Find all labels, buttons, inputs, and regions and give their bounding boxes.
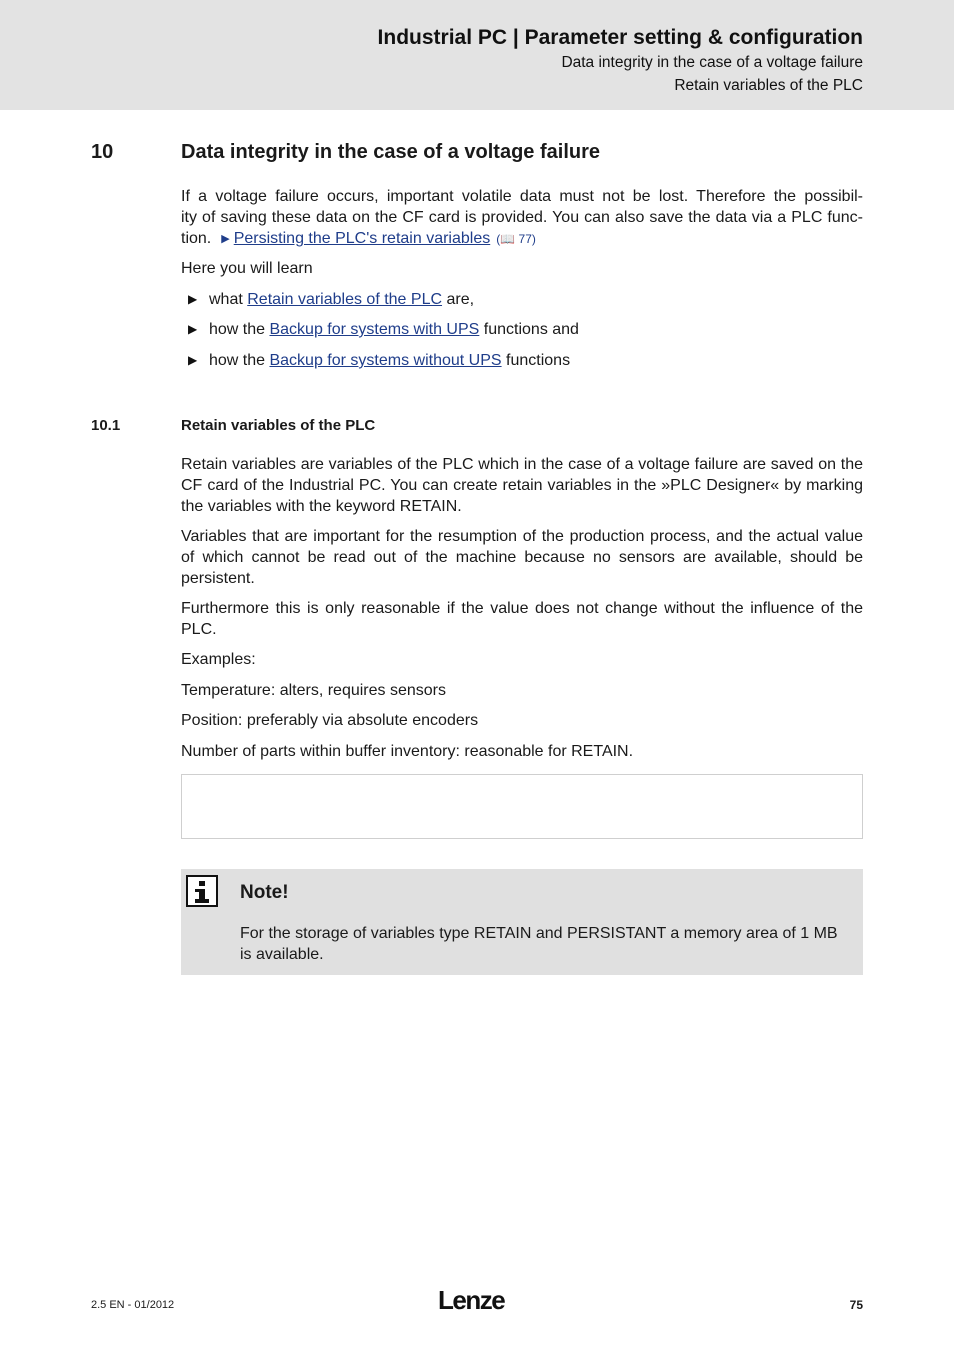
xref-persisting-retain-link[interactable]: Persisting the PLC's retain variables — [233, 230, 491, 247]
link-retain-variables[interactable]: Retain variables of the PLC — [247, 291, 443, 308]
empty-frame — [181, 774, 863, 839]
note-body: For the storage of variables type RETAIN and PERSISTANT a memory area of 1 MB is available. — [240, 925, 838, 963]
link-backup-with-ups[interactable]: Backup for systems with UPS — [269, 321, 480, 338]
example-position: Position: preferably via absolute encoders — [181, 712, 479, 729]
page-reference-number: 77) — [518, 232, 536, 246]
subsection-number: 10.1 — [91, 417, 121, 434]
intro-line-3-text: tion. — [181, 230, 212, 247]
example-buffer-inventory: Number of parts within buffer inventory: reasonable for RETAIN. — [181, 743, 634, 760]
triangle-bullet-icon: ▶ — [188, 292, 198, 306]
triangle-right-icon: ▶ — [221, 233, 230, 245]
retain-paragraph-2: Variables that are important for the resumption of the production process, and the actual value of which cannot be read out of the machine because no sensors are available, should be persistent. — [181, 528, 863, 587]
subsection-title: Retain variables of the PLC — [181, 417, 376, 434]
list-item: how the Backup for systems without UPS functions — [209, 352, 571, 369]
info-icon — [186, 875, 218, 907]
list-item: how the Backup for systems with UPS functions and — [209, 321, 579, 338]
page-header — [0, 0, 954, 110]
footer-version: 2.5 EN - 01/2012 — [91, 1299, 175, 1311]
triangle-bullet-icon: ▶ — [188, 322, 198, 336]
page-reference[interactable]: (📖 77) — [496, 232, 536, 246]
examples-label: Examples: — [181, 651, 256, 668]
book-icon: 📖 — [500, 232, 516, 246]
intro-line-3 — [181, 228, 536, 251]
lenze-logo: Lenze — [438, 1285, 505, 1315]
triangle-bullet-icon: ▶ — [188, 353, 198, 367]
learn-intro: Here you will learn — [181, 260, 313, 277]
note-title: Note! — [240, 882, 289, 903]
link-backup-without-ups[interactable]: Backup for systems without UPS — [269, 352, 502, 369]
chapter-number: 10 — [91, 141, 114, 163]
header-subtitle-chapter: Data integrity in the case of a voltage failure — [561, 54, 863, 71]
intro-line-2: ity of saving these data on the CF card is provided. You can also save the data via a PLC func- — [181, 209, 863, 226]
header-title: Industrial PC | Parameter setting & configuration — [377, 26, 863, 49]
retain-paragraph-1: Retain variables are variables of the PLC which in the case of a voltage failure are saved on the CF card of the Industrial PC. You can create retain variables in the »PLC Designer« by marking the variables with the keyword RETAIN. — [181, 456, 863, 515]
retain-paragraph-3: Furthermore this is only reasonable if the value does not change without the influence of the PLC. — [181, 600, 863, 638]
chapter-title: Data integrity in the case of a voltage failure — [181, 141, 601, 163]
header-subtitle-section: Retain variables of the PLC — [674, 77, 863, 94]
list-item: what Retain variables of the PLC are, — [209, 291, 475, 308]
intro-line-1: If a voltage failure occurs, important volatile data must not be lost. Therefore the possibil- — [181, 188, 863, 205]
page-number: 75 — [849, 1298, 863, 1312]
example-temperature: Temperature: alters, requires sensors — [181, 682, 446, 699]
note-box — [181, 869, 863, 975]
